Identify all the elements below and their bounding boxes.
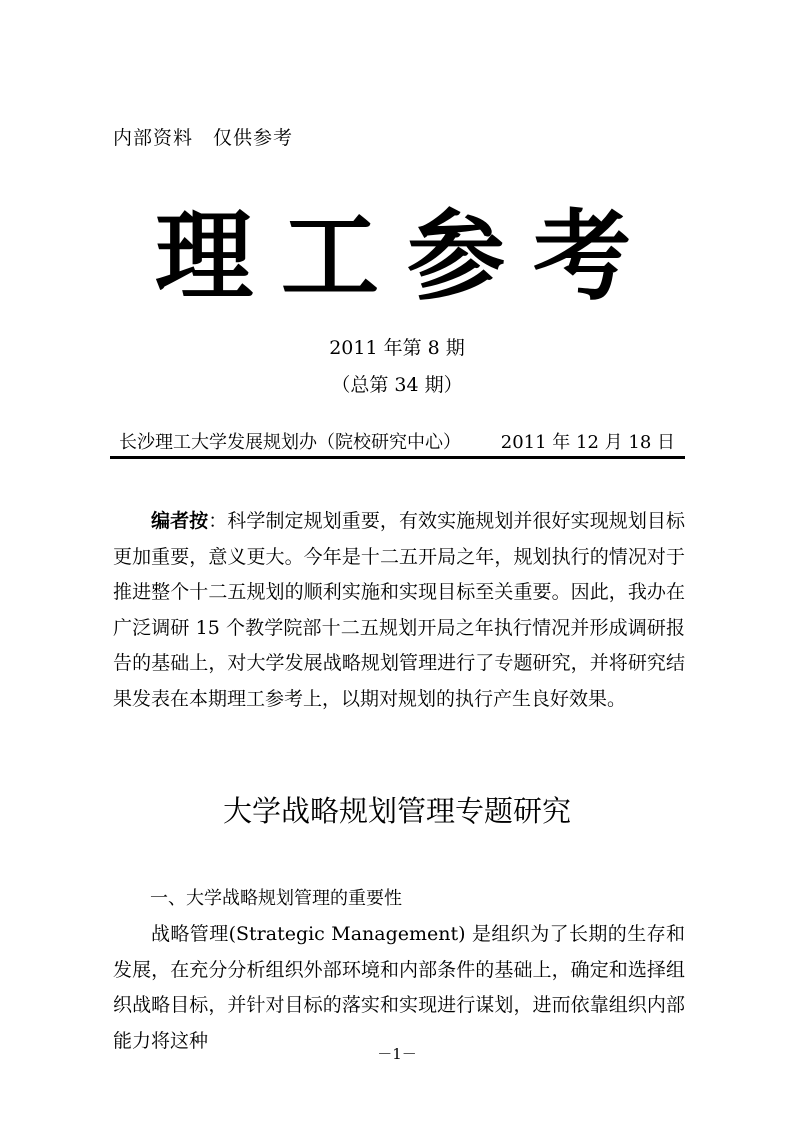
issue-number: 2011 年第 8 期 — [329, 337, 465, 359]
total-issue-number: （总第 34 期） — [331, 374, 463, 396]
page-number: －1－ — [377, 1045, 417, 1063]
header-divider — [110, 456, 685, 459]
section-heading: 一、大学战略规划管理的重要性 — [150, 888, 402, 909]
editor-note — [113, 504, 685, 717]
body-paragraph: 战略管理(Strategic Management) 是组织为了长期的生存和发展，在充分分析组织外部环境和内部条件的基础上，确定和选择组织战略目标，并针对目标的落实和实现进行谋划，进而依靠组织内部能力将这种 — [113, 923, 685, 1052]
article-title: 大学战略规划管理专题研究 — [222, 794, 571, 828]
publisher-name: 长沙理工大学发展规划办（院校研究中心） — [119, 432, 461, 453]
editor-note-lead: 编者按 — [151, 510, 209, 532]
masthead-title: 理工参考 — [154, 200, 659, 314]
editor-note-text: ：科学制定规划重要，有效实施规划并很好实现规划目标更加重要，意义更大。今年是十二五开局之年，规划执行的情况对于推进整个十二五规划的顺利实施和实现目标至关重要。因此，我办在广泛调研 15 个教学院部十二五规划开局之年执行情况并形成调研报告的基础上，对大学发展战略规划管理进行了专题研究，并将研究结果发表在本期理工参考上，以期对规划的执行产生良好效果。 — [113, 510, 685, 710]
publish-date: 2011 年 12 月 18 日 — [500, 432, 675, 453]
publisher-row — [119, 428, 675, 454]
classification-label: 内部资料 仅供参考 — [113, 127, 294, 149]
